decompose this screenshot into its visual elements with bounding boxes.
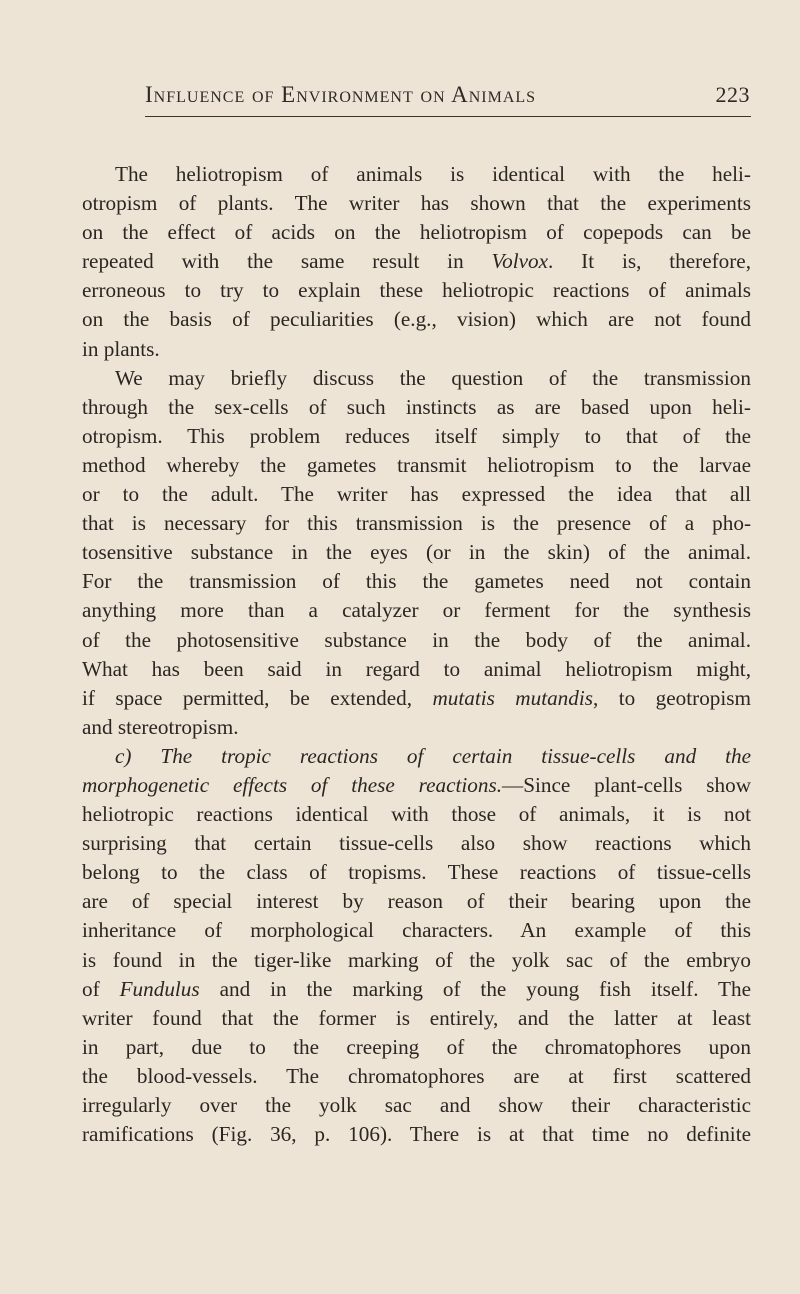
text-line <box>82 480 751 509</box>
text-line <box>82 335 751 364</box>
running-title: Influence of Environment on Animals <box>145 82 537 107</box>
italic-text: mutatis mutandis <box>432 685 593 710</box>
text-line <box>82 771 751 800</box>
line-text: that is necessary for this transmission is the presence of a pho- <box>82 511 751 536</box>
text-line <box>82 975 751 1004</box>
text-line <box>82 276 751 305</box>
line-text: anything more than a catalyzer or ferment for the synthesis <box>82 598 751 623</box>
text-line <box>82 655 751 684</box>
text-line <box>82 684 751 713</box>
line-text: if space permitted, be extended, <box>82 685 433 710</box>
line-text: otropism. This problem reduces itself simply to that of the <box>82 423 751 448</box>
text-line <box>82 626 751 655</box>
body-text <box>82 160 751 1149</box>
line-text: What has been said in regard to animal heliotropism might, <box>82 656 751 681</box>
header-rule <box>145 116 751 117</box>
line-text: repeated with the same result in <box>82 249 492 274</box>
text-line <box>82 509 751 538</box>
line-text: of <box>82 976 120 1001</box>
text-line <box>82 1091 751 1120</box>
text-line <box>82 422 751 451</box>
line-text: method whereby the gametes transmit heliotropism to the larvae <box>82 452 751 477</box>
line-text: in part, due to the creeping of the chromatophores upon <box>82 1034 751 1059</box>
line-text: , to geotropism <box>593 685 751 710</box>
line-text: in plants. <box>82 336 160 361</box>
line-text: the blood-vessels. The chromatophores are at first scattered <box>82 1063 751 1088</box>
line-text: of the photosensitive substance in the body of the animal. <box>82 627 751 652</box>
text-line <box>82 305 751 334</box>
text-line <box>82 1120 751 1149</box>
text-line <box>82 160 751 189</box>
text-line <box>82 189 751 218</box>
line-text: We may briefly discuss the question of the transmission <box>115 365 751 390</box>
line-text: and stereotropism. <box>82 714 239 739</box>
line-text: heliotropic reactions identical with those of animals, it is not <box>82 802 751 827</box>
text-line <box>82 800 751 829</box>
line-text: For the transmission of this the gametes need not contain <box>82 569 751 594</box>
text-line <box>82 451 751 480</box>
line-text: erroneous to try to explain these heliotropic reactions of animals <box>82 278 751 303</box>
line-text: ramifications (Fig. 36, p. 106). There is at that time no definite <box>82 1122 751 1147</box>
text-line <box>82 247 751 276</box>
line-text: tosensitive substance in the eyes (or in the skin) of the animal. <box>82 540 751 565</box>
text-line <box>82 946 751 975</box>
text-line <box>82 829 751 858</box>
line-text: on the effect of acids on the heliotropism of copepods can be <box>82 220 751 245</box>
line-text: through the sex-cells of such instincts as are based upon heli- <box>82 394 751 419</box>
text-line <box>82 393 751 422</box>
line-text: irregularly over the yolk sac and show their characteristic <box>82 1093 751 1117</box>
line-text: or to the adult. The writer has expressed the idea that all <box>82 482 751 507</box>
line-text: otropism of plants. The writer has shown that the experiments <box>82 191 751 216</box>
text-line <box>82 1062 751 1091</box>
text-line <box>82 916 751 945</box>
line-text: The heliotropism of animals is identical with the heli- <box>115 162 751 186</box>
line-text: —Since plant-cells show <box>502 772 751 797</box>
text-line <box>82 1004 751 1033</box>
text-line <box>82 538 751 567</box>
italic-text: Volvox <box>491 249 549 274</box>
text-line <box>82 713 751 742</box>
text-line <box>82 596 751 625</box>
line-text: surprising that certain tissue-cells also show reactions which <box>82 831 751 856</box>
text-line <box>82 742 751 771</box>
text-line <box>82 1033 751 1062</box>
line-text: . It is, therefore, <box>548 249 752 274</box>
line-text: are of special interest by reason of their bearing upon the <box>82 889 751 914</box>
running-header <box>145 82 750 112</box>
line-text: writer found that the former is entirely, and the latter at least <box>82 1005 751 1030</box>
text-line <box>82 887 751 916</box>
line-text: on the basis of peculiarities (e.g., vision) which are not found <box>82 307 751 332</box>
line-text: c) <box>115 743 161 768</box>
text-line <box>82 858 751 887</box>
line-text: belong to the class of tropisms. These reactions of tissue-cells <box>82 860 751 885</box>
line-text: and in the marking of the young fish itself. The <box>199 976 751 1001</box>
line-text: inheritance of morphological characters. An example of this <box>82 918 751 943</box>
text-line <box>82 218 751 247</box>
page-number: 223 <box>715 82 750 107</box>
italic-text: Fundulus <box>119 976 200 1001</box>
text-line <box>82 567 751 596</box>
line-text: is found in the tiger-like marking of the yolk sac of the embryo <box>82 947 751 972</box>
text-line <box>82 364 751 393</box>
italic-text: morphogenetic effects of these reactions. <box>82 772 503 797</box>
italic-text: The tropic reactions of certain tissue-cells and the <box>160 743 751 768</box>
